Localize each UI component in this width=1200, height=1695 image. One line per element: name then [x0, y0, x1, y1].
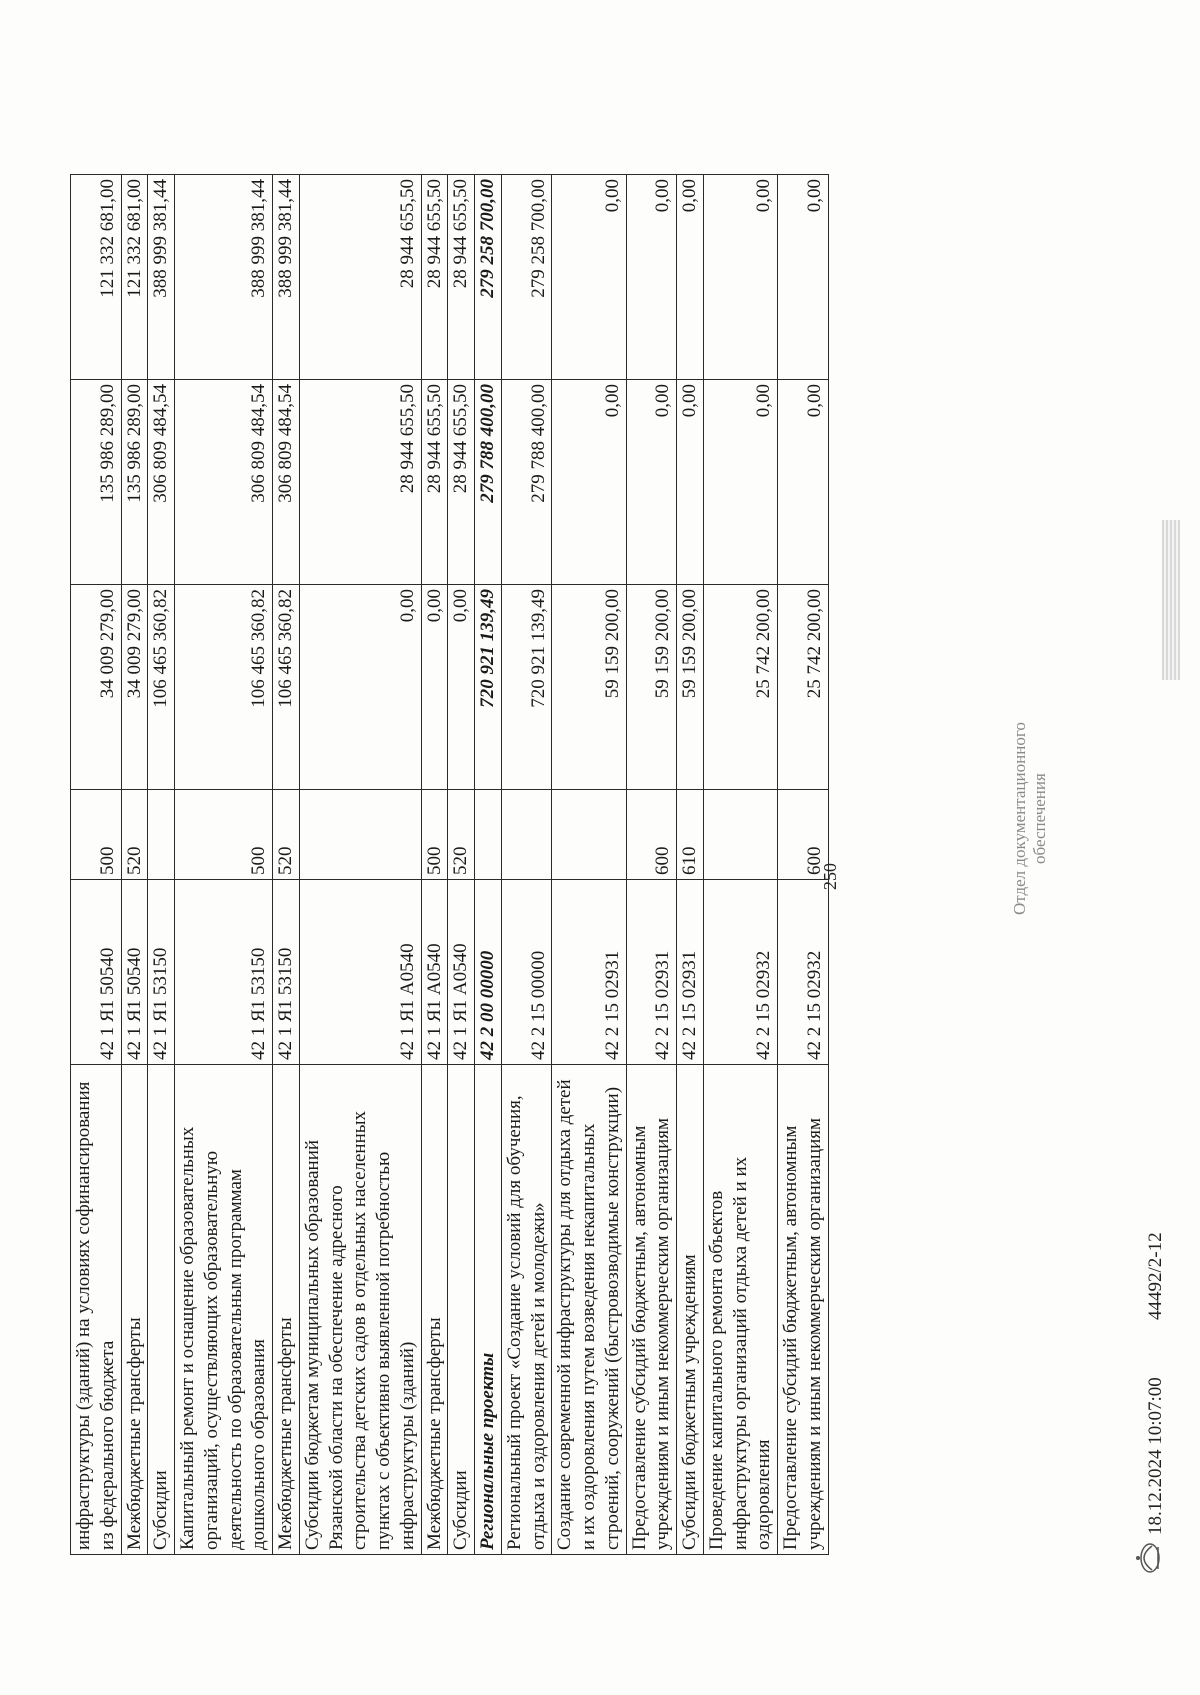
row-amount-2026-cell: 279 788 400,00 [475, 380, 502, 585]
table-row [175, 175, 273, 1555]
row-expense-type-cell [552, 790, 626, 880]
table-row [703, 175, 777, 1555]
row-amount-2025-cell: 0,00 [299, 585, 421, 790]
row-amount-2025-cell: 0,00 [448, 585, 475, 790]
budget-table-body [71, 175, 829, 1555]
row-code-cell: 42 2 15 02932 [703, 880, 777, 1065]
row-code-cell: 42 1 Я1 53150 [175, 880, 273, 1065]
row-amount-2025-cell: 59 159 200,00 [552, 585, 626, 790]
row-amount-2027-cell: 388 999 381,44 [148, 175, 175, 380]
row-amount-2027-cell: 28 944 655,50 [421, 175, 448, 380]
row-amount-2025-cell: 59 159 200,00 [626, 585, 677, 790]
row-code-cell: 42 2 00 00000 [475, 880, 502, 1065]
row-code-cell: 42 2 15 00000 [501, 880, 552, 1065]
row-amount-2025-cell: 0,00 [421, 585, 448, 790]
row-name-cell: Субсидии бюджетным учреждениям [677, 1065, 704, 1555]
row-code-cell: 42 1 Я1 53150 [148, 880, 175, 1065]
row-amount-2025-cell: 25 742 200,00 [778, 585, 829, 790]
row-expense-type-cell: 500 [421, 790, 448, 880]
budget-table [70, 174, 829, 1555]
row-amount-2027-cell: 28 944 655,50 [448, 175, 475, 380]
table-row [148, 175, 175, 1555]
row-amount-2027-cell: 121 332 681,00 [121, 175, 148, 380]
row-amount-2027-cell: 279 258 700,00 [475, 175, 502, 380]
row-expense-type-cell: 520 [273, 790, 300, 880]
row-code-cell: 42 2 15 02931 [677, 880, 704, 1065]
row-name-cell: Субсидии [148, 1065, 175, 1555]
row-code-cell: 42 1 Я1 50540 [71, 880, 122, 1065]
row-amount-2027-cell: 388 999 381,44 [175, 175, 273, 380]
row-amount-2027-cell: 0,00 [677, 175, 704, 380]
table-row [421, 175, 448, 1555]
row-name-cell: Региональный проект «Создание условий для обучения, отдыха и оздоровления детей и молодежи» [501, 1065, 552, 1555]
row-amount-2025-cell: 720 921 139,49 [501, 585, 552, 790]
row-amount-2026-cell: 306 809 484,54 [273, 380, 300, 585]
row-name-cell: Межбюджетные трансферты [121, 1065, 148, 1555]
table-row [626, 175, 677, 1555]
row-amount-2027-cell: 0,00 [778, 175, 829, 380]
row-amount-2025-cell: 720 921 139,49 [475, 585, 502, 790]
row-expense-type-cell [501, 790, 552, 880]
stamp-line-2: обеспечения [1030, 773, 1050, 864]
table-row [501, 175, 552, 1555]
row-amount-2025-cell: 59 159 200,00 [677, 585, 704, 790]
row-expense-type-cell: 600 [778, 790, 829, 880]
row-amount-2026-cell: 0,00 [677, 380, 704, 585]
footer-date: 18.12.2024 10:07:00 [1145, 1377, 1166, 1535]
row-expense-type-cell [475, 790, 502, 880]
row-code-cell: 42 2 15 02932 [778, 880, 829, 1065]
row-name-cell: Межбюджетные трансферты [421, 1065, 448, 1555]
row-name-cell: Капитальный ремонт и оснащение образовательных организаций, осуществляющих образовательную деятельность по образовательным программам дошкольного образования [175, 1065, 273, 1555]
row-name-cell: Создание современной инфраструктуры для отдыха детей и их оздоровления путем возведения некапитальных строений, сооружений (быстровозводимые конструкции) [552, 1065, 626, 1555]
row-expense-type-cell [299, 790, 421, 880]
row-name-cell: Проведение капитального ремонта объектов инфраструктуры организаций отдыха детей и их оздоровления [703, 1065, 777, 1555]
row-expense-type-cell: 500 [71, 790, 122, 880]
emblem-icon [1130, 1541, 1164, 1575]
row-amount-2027-cell: 0,00 [703, 175, 777, 380]
row-code-cell: 42 2 15 02931 [552, 880, 626, 1065]
row-amount-2026-cell: 279 788 400,00 [501, 380, 552, 585]
row-amount-2027-cell: 0,00 [552, 175, 626, 380]
row-amount-2027-cell: 28 944 655,50 [299, 175, 421, 380]
row-name-cell: Региональные проекты [475, 1065, 502, 1555]
row-name-cell: Субсидии [448, 1065, 475, 1555]
table-row [273, 175, 300, 1555]
row-expense-type-cell: 600 [626, 790, 677, 880]
row-amount-2025-cell: 106 465 360,82 [148, 585, 175, 790]
row-code-cell: 42 2 15 02931 [626, 880, 677, 1065]
department-stamp [1010, 722, 1051, 915]
row-expense-type-cell: 610 [677, 790, 704, 880]
table-row [121, 175, 148, 1555]
row-amount-2026-cell: 0,00 [778, 380, 829, 585]
row-name-cell: Предоставление субсидий бюджетным, автономным учреждениям и иным некоммерческим организациям [626, 1065, 677, 1555]
row-code-cell: 42 1 Я1 А0540 [421, 880, 448, 1065]
row-amount-2025-cell: 25 742 200,00 [703, 585, 777, 790]
table-row [299, 175, 421, 1555]
row-amount-2026-cell: 0,00 [552, 380, 626, 585]
table-row [71, 175, 122, 1555]
row-amount-2026-cell: 28 944 655,50 [448, 380, 475, 585]
row-amount-2027-cell: 121 332 681,00 [71, 175, 122, 380]
row-name-cell: Предоставление субсидий бюджетным, автономным учреждениям и иным некоммерческим организациям [778, 1065, 829, 1555]
row-amount-2027-cell: 388 999 381,44 [273, 175, 300, 380]
row-expense-type-cell: 500 [175, 790, 273, 880]
row-amount-2026-cell: 135 986 289,00 [71, 380, 122, 585]
row-name-cell: Межбюджетные трансферты [273, 1065, 300, 1555]
row-name-cell: Субсидии бюджетам муниципальных образований Рязанской области на обеспечение адресного строительства детских садов в отдельных населенных пунктах с объективно выявленной потребностью инфраструктуры (зданий) [299, 1065, 421, 1555]
row-amount-2027-cell: 279 258 700,00 [501, 175, 552, 380]
row-amount-2026-cell: 0,00 [626, 380, 677, 585]
stamp-line-1: Отдел документационного [1010, 722, 1029, 915]
row-amount-2025-cell: 34 009 279,00 [121, 585, 148, 790]
row-expense-type-cell: 520 [121, 790, 148, 880]
row-expense-type-cell [703, 790, 777, 880]
row-amount-2025-cell: 106 465 360,82 [273, 585, 300, 790]
table-row [552, 175, 626, 1555]
row-code-cell: 42 1 Я1 А0540 [299, 880, 421, 1065]
row-amount-2025-cell: 106 465 360,82 [175, 585, 273, 790]
footer-doc-id: 44492/2-12 [1145, 1232, 1166, 1320]
row-amount-2027-cell: 0,00 [626, 175, 677, 380]
row-name-cell: инфраструктуры (зданий) на условиях софинансирования из федерального бюджета [71, 1065, 122, 1555]
table-row [677, 175, 704, 1555]
row-amount-2026-cell: 135 986 289,00 [121, 380, 148, 585]
row-code-cell: 42 1 Я1 А0540 [448, 880, 475, 1065]
row-amount-2026-cell: 28 944 655,50 [421, 380, 448, 585]
page-number: 250 [820, 863, 840, 890]
row-amount-2026-cell: 28 944 655,50 [299, 380, 421, 585]
row-expense-type-cell: 520 [448, 790, 475, 880]
row-code-cell: 42 1 Я1 50540 [121, 880, 148, 1065]
row-amount-2025-cell: 34 009 279,00 [71, 585, 122, 790]
table-row [475, 175, 502, 1555]
row-amount-2026-cell: 306 809 484,54 [175, 380, 273, 585]
table-row [448, 175, 475, 1555]
row-expense-type-cell [148, 790, 175, 880]
row-code-cell: 42 1 Я1 53150 [273, 880, 300, 1065]
row-amount-2026-cell: 0,00 [703, 380, 777, 585]
table-row [778, 175, 829, 1555]
row-amount-2026-cell: 306 809 484,54 [148, 380, 175, 585]
